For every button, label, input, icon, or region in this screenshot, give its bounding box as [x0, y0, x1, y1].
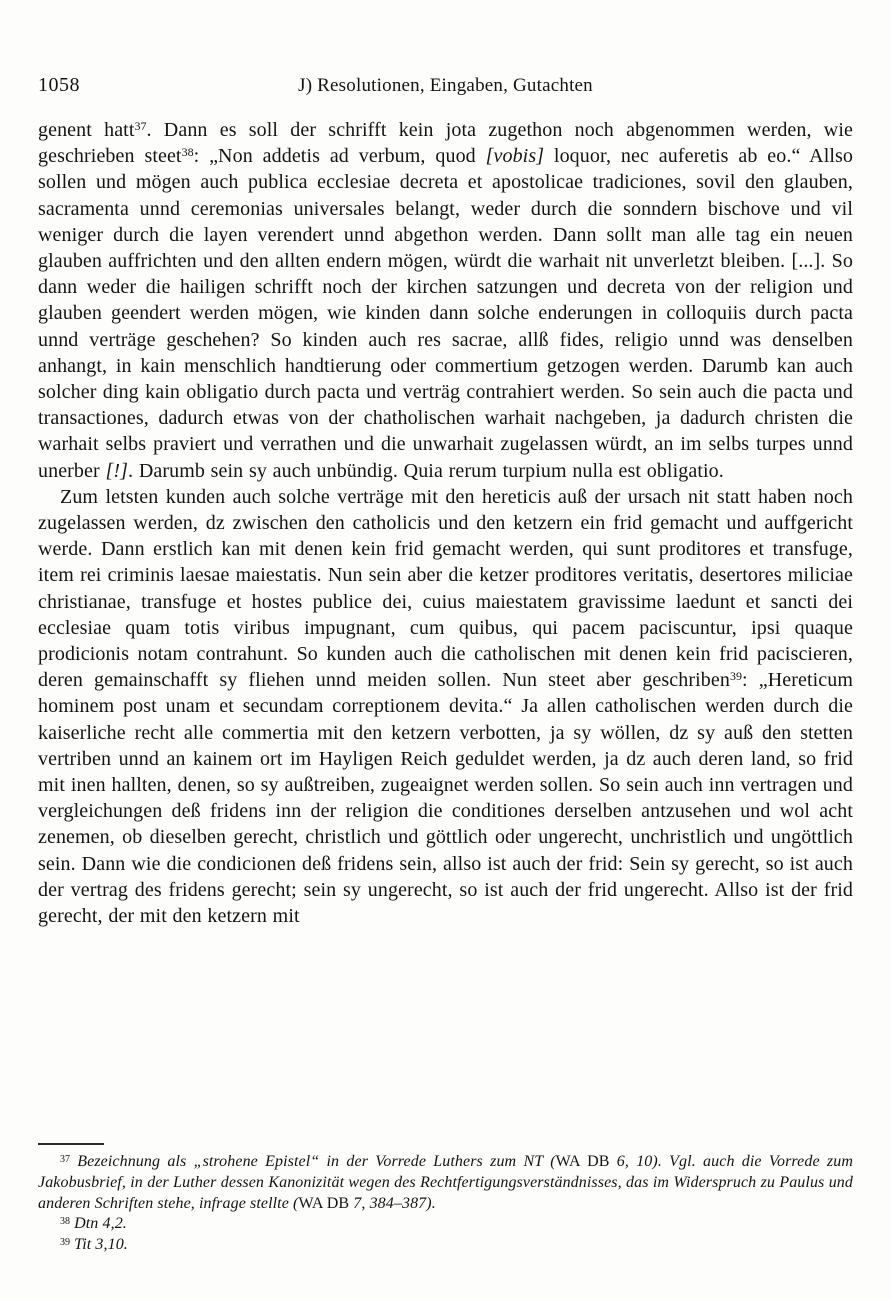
text-run: : „Non addetis ad verbum, quod — [193, 145, 486, 168]
italic-run: 7, 384–387). — [349, 1194, 436, 1212]
italic-run: 6, 10). Vgl. auch die Vorrede zum Jakobusbrief, in der Luther dessen Kanonizität wegen des Rechtfertigungsverständnisses, das im Widerspruch zu Paulus und anderen Schriften stehe, infrage stellte ( — [38, 1153, 853, 1212]
paragraph — [38, 484, 853, 929]
italic-run: Bezeichnung als „strohene Epistel“ in der Vorrede Luthers zum NT ( — [70, 1153, 556, 1171]
footnote-separator — [38, 1143, 104, 1145]
text-run: : „Hereticum hominem post unam et secundam correptionem devita.“ Ja allen catholischen werden durch die kaiserliche recht alle commertia mit den ketzern verbotten, ja sy wöllen, dz sy auß den stetten vertriben unnd an kainem ort im Hayligen Reich geduldet werden, ja dz auch deren land, so frid mit inen hallten, denen, so sy außtreiben, zugeaignet werden sollen. So sein auch inn vertragen und vergleichungen deß fridens inn der religion die conditiones derselben antzusehen und wol acht zenemen, ob dieselben gerecht, christlich und göttlich oder ungerecht, unchristlich und ungöttlich sein. Dann wie die condicionen deß fridens sein, allso ist auch der frid: Sein sy gerecht, so ist auch der vertrag des fridens gerecht; sein sy ungerecht, so ist auch der frid ungerecht. Allso ist der frid gerecht, der mit den ketzern mit — [38, 669, 854, 928]
footnote-marker: 39 — [60, 1237, 70, 1249]
italic-run: [!] — [105, 459, 129, 482]
text-run: genent hatt — [38, 119, 135, 141]
page-number: 1058 — [38, 74, 80, 96]
footnote-area — [38, 1143, 853, 1256]
paragraph — [38, 117, 853, 484]
italic-run: Tit 3,10. — [70, 1236, 128, 1254]
footnote — [38, 1214, 853, 1235]
footnote-marker: 39 — [729, 669, 742, 684]
footnote — [38, 1235, 853, 1256]
footnote — [38, 1152, 853, 1214]
body-text — [38, 117, 853, 929]
text-run: WA DB — [298, 1194, 350, 1212]
italic-run: Dtn 4,2. — [70, 1215, 127, 1233]
text-run: . Darumb sein sy auch unbündig. Quia rerum turpium nulla est obligatio. — [128, 459, 724, 482]
text-run: Zum letsten kunden auch solche verträge mit den hereticis auß der ursach nit statt haben noch zugelassen werden, dz zwischen den catholicis und den ketzern ein frid gemacht und auffgericht werde. Dann erstlich kan mit denen kein frid gemacht werden, qui sunt proditores et transfuge, item rei criminis laesae maiestatis. Nun sein aber die ketzer proditores veritatis, desertores miliciae christianae, transfuge et hostes publice dei, cuius maiestatem gravissime laedunt et sancti dei ecclesiae quam totis viribus impugnant, cum quibus, qui pacem paciscuntur, ipsi quaque prodicionis notam contrahunt. So kunden auch die catholischen mit denen kein frid paciscieren, deren gemainschafft sy fliehen unnd meiden sollen. Nun steet aber geschriben — [38, 485, 853, 692]
footnote-marker: 37 — [60, 1154, 70, 1166]
running-head: J) Resolutionen, Eingaben, Gutachten — [298, 75, 593, 96]
italic-run: [vobis] — [485, 145, 545, 168]
footnote-marker: 37 — [134, 119, 147, 133]
page-header — [38, 74, 853, 97]
footnotes — [38, 1152, 853, 1256]
text-run: loquor, nec auferetis ab eo.“ Allso sollen und mögen auch publica ecclesiae decreta et apostolicae tradiciones, sovil den glauben, sacramenta unnd ceremonias universales belangt, weder durch die sonndern bischove und vil weniger durch die layen verendert unnd abgethon werden. Dann sollt man alle tag ein neuen glauben auffrichten und den allten endern mögen, würdt die warhait nit unverletzt bleiben. [...]. So dann weder die hailigen schrifft noch der kirchen satzungen und decreta von der religion und glauben geendert werden mögen, wie kinden dann solche enderungen in colloquiis durch pacta unnd verträge geschehen? So kinden auch res sacrae, allß fides, religio unnd was denselben anhangt, in kain menschlich handtierung oder commertium getzogen werden. Darumb kan auch solcher ding kain obligatio durch pacta und verträg contrahiert werden. So sein auch die pacta und transactiones, dadurch etwas von der chatholischen warhait nachgeben, ja dadurch christen die warhait selbs praviert und verrathen und die unwarhait zugelassen würdt, an im selbs turpes unnd unerber — [38, 145, 853, 482]
text-run: . Dann es soll der schrifft kein jota zugethon noch abgenommen werden, wie geschrieben steet — [38, 119, 853, 168]
footnote-marker: 38 — [181, 145, 194, 160]
footnote-marker: 38 — [60, 1216, 70, 1228]
text-run: WA DB — [555, 1153, 610, 1171]
